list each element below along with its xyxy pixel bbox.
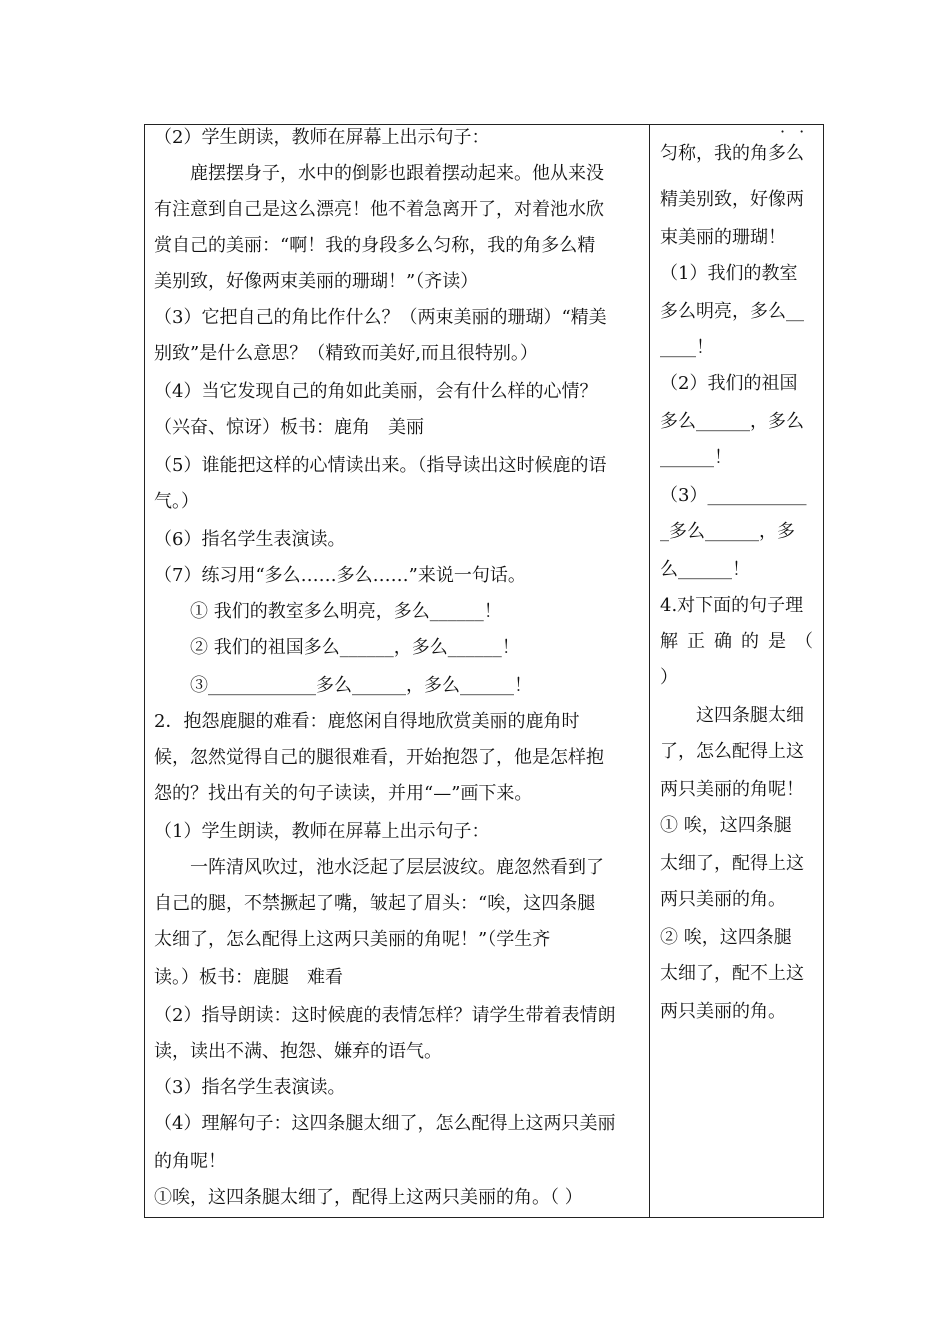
side-line: 多么明亮，多么__: [660, 301, 804, 322]
side-line: 两只美丽的角呢！: [660, 779, 804, 800]
side-line: 太细了，配得上这: [660, 853, 804, 874]
side-line: _多么______，多: [660, 521, 795, 542]
main-line: 一阵清风吹过，池水泛起了层层波纹。鹿忽然看到了: [154, 857, 604, 878]
main-line: 2．抱怨鹿腿的难看：鹿悠闲自得地欣赏美丽的鹿角时: [154, 711, 580, 732]
main-line: 别致”是什么意思？（精致而美好,而且很特别。）: [154, 343, 538, 364]
main-line: 自己的腿，不禁撅起了嘴，皱起了眉头：“唉，这四条腿: [154, 893, 596, 914]
side-line: 了，怎么配得上这: [660, 741, 804, 762]
side-line: 太细了，配不上这: [660, 963, 804, 984]
side-line: ① 唉，这四条腿: [660, 815, 792, 836]
side-line: 束美丽的珊瑚！: [660, 227, 786, 248]
side-line: 么______！: [660, 559, 750, 580]
side-line: 匀称，我的角多么: [660, 143, 804, 164]
main-line: 候，忽然觉得自己的腿很难看，开始抱怨了，他是怎样抱: [154, 747, 604, 768]
side-line: ② 唉，这四条腿: [660, 927, 792, 948]
main-line: 鹿摆摆身子，水中的倒影也跟着摆动起来。他从来没: [154, 163, 604, 184]
main-line: （4）当它发现自己的角如此美丽，会有什么样的心情？: [154, 381, 598, 402]
main-line: 怨的？找出有关的句子读读，并用“—”画下来。: [154, 783, 533, 804]
side-line: 两只美丽的角。: [660, 1001, 786, 1022]
main-line: （兴奋、惊讶）板书：鹿角 美丽: [154, 417, 424, 438]
main-line: ② 我们的祖国多么______，多么______！: [154, 637, 520, 658]
side-line: （2）我们的祖国: [660, 373, 798, 394]
main-line: 气。）: [154, 491, 199, 512]
main-line: （7）练习用“多么……多么……”来说一句话。: [154, 565, 526, 586]
side-line: ______！: [660, 447, 732, 468]
main-line: （3）指名学生表演读。: [154, 1077, 346, 1098]
emphasis-dots: ··: [780, 122, 819, 141]
side-line: 解正确的是（: [660, 631, 822, 652]
side-line: 多么______，多么: [660, 411, 804, 432]
main-line: 美别致，好像两束美丽的珊瑚！”（齐读）: [154, 271, 479, 292]
main-line: 读，读出不满、抱怨、嫌弃的语气。: [154, 1041, 442, 1062]
main-line: 读。）板书：鹿腿 难看: [154, 967, 343, 988]
main-line: （1）学生朗读，教师在屏幕上出示句子：: [154, 821, 490, 842]
side-line: 精美别致，好像两: [660, 189, 804, 210]
side-line: 这四条腿太细: [660, 705, 804, 726]
main-line: （2）指导朗读：这时候鹿的表情怎样？请学生带着表情朗: [154, 1005, 616, 1026]
side-line: ____！: [660, 337, 714, 358]
main-line: （3）它把自己的角比作什么？（两束美丽的珊瑚）“精美: [154, 307, 607, 328]
side-line: （3）___________: [660, 485, 807, 506]
main-line: （4）理解句子：这四条腿太细了，怎么配得上这两只美丽: [154, 1113, 616, 1134]
side-line: ）: [660, 667, 678, 688]
main-line: 有注意到自己是这么漂亮！他不着急离开了，对着池水欣: [154, 199, 604, 220]
main-line: ③____________多么______，多么______！: [154, 675, 532, 696]
main-line: 的角呢！: [154, 1151, 226, 1172]
main-line: 太细了，怎么配得上这两只美丽的角呢！”（学生齐: [154, 929, 551, 950]
main-line: ① 我们的教室多么明亮，多么______！: [154, 601, 502, 622]
side-line: 两只美丽的角。: [660, 889, 786, 910]
side-line: 4.对下面的句子理: [660, 595, 804, 616]
main-line: 赏自己的美丽：“啊！我的身段多么匀称，我的角多么精: [154, 235, 596, 256]
main-line: （2）学生朗读，教师在屏幕上出示句子：: [154, 127, 490, 148]
main-line: （6）指名学生表演读。: [154, 529, 346, 550]
main-line: ①唉，这四条腿太细了，配得上这两只美丽的角。（ ）: [154, 1187, 583, 1208]
side-line: （1）我们的教室: [660, 263, 798, 284]
column-divider: [649, 124, 650, 1218]
main-line: （5）谁能把这样的心情读出来。（指导读出这时候鹿的语: [154, 455, 607, 476]
